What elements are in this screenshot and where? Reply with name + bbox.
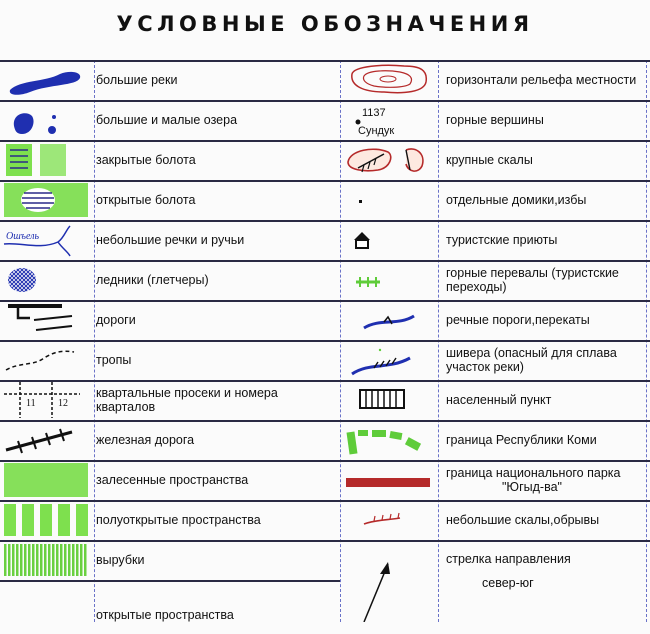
legend-label: дороги bbox=[96, 313, 136, 327]
legend-label: небольшие скалы,обрывы bbox=[446, 513, 600, 527]
legend-label: вырубки bbox=[96, 553, 145, 567]
legend-label: граница Республики Коми bbox=[446, 433, 597, 447]
legend-title: УСЛОВНЫЕ ОБОЗНАЧЕНИЯ bbox=[116, 12, 534, 36]
legend-label: крупные скалы bbox=[446, 153, 533, 167]
legend-label: туристские приюты bbox=[446, 233, 558, 247]
legend-row bbox=[0, 460, 650, 500]
legend-row bbox=[0, 260, 650, 300]
legend-row bbox=[0, 140, 650, 180]
small-cliffs-icon bbox=[344, 500, 436, 540]
legend-label: горизонтали рельефа местности bbox=[446, 73, 637, 87]
north-arrow-icon bbox=[344, 540, 436, 622]
legend-row bbox=[0, 340, 650, 380]
legend-label: открытые болота bbox=[96, 193, 196, 207]
legend-row bbox=[0, 380, 650, 420]
legend-label: горные перевалы (туристские переходы) bbox=[446, 266, 619, 294]
legend-row bbox=[0, 100, 650, 140]
legend-label bbox=[446, 540, 646, 634]
contour-lines-icon bbox=[344, 60, 436, 100]
legend-label-line1: стрелка направления bbox=[446, 552, 571, 566]
legend-label-line2: "Югыд-ва" bbox=[502, 480, 562, 494]
legend-label: квартальные просеки и номера кварталов bbox=[96, 386, 278, 414]
legend-row bbox=[0, 60, 650, 100]
legend-row bbox=[0, 500, 650, 540]
summit-icon bbox=[344, 100, 436, 140]
legend-label: речные пороги,перекаты bbox=[446, 313, 590, 327]
house-dot-icon bbox=[344, 180, 436, 220]
legend-row bbox=[0, 220, 650, 260]
legend-label: горные вершины bbox=[446, 113, 544, 127]
legend-label: небольшие речки и ручьи bbox=[96, 233, 245, 247]
komi-border-icon bbox=[344, 420, 436, 460]
rapids-icon bbox=[344, 300, 436, 340]
legend-label: открытые пространства bbox=[96, 608, 234, 622]
legend-label: залесенные пространства bbox=[96, 473, 249, 487]
park-border-icon bbox=[344, 460, 436, 500]
legend-label: закрытые болота bbox=[96, 153, 196, 167]
shelter-icon bbox=[344, 220, 436, 260]
rocks-icon bbox=[344, 140, 436, 180]
shivera-icon bbox=[344, 340, 436, 380]
quarter-number: 12 bbox=[58, 398, 68, 409]
legend-label: ледники (глетчеры) bbox=[96, 273, 209, 287]
legend-label: тропы bbox=[96, 353, 132, 367]
legend-label: большие и малые озера bbox=[96, 113, 238, 127]
legend-table bbox=[0, 60, 650, 622]
legend-label-line1: граница национального парка bbox=[446, 466, 621, 480]
legend-row bbox=[0, 180, 650, 220]
river-name-sample: Ошъель bbox=[6, 231, 40, 242]
summit-name: Сундук bbox=[358, 125, 395, 137]
summit-elevation: 1137 bbox=[362, 107, 386, 119]
legend-row bbox=[0, 300, 650, 340]
quarter-number: 11 bbox=[26, 398, 36, 409]
legend-label: большие реки bbox=[96, 73, 178, 87]
legend-label-line2: север-юг bbox=[482, 576, 534, 590]
legend-label: населенный пункт bbox=[446, 393, 552, 407]
mountain-pass-icon bbox=[344, 260, 436, 300]
legend-label: шивера (опасный для сплава участок реки) bbox=[446, 346, 617, 374]
legend-row bbox=[0, 540, 650, 622]
legend-label: отдельные домики,избы bbox=[446, 193, 587, 207]
legend-label: полуоткрытые пространства bbox=[96, 513, 261, 527]
settlement-icon bbox=[344, 380, 436, 420]
legend-label: железная дорога bbox=[96, 433, 195, 447]
legend-row bbox=[0, 420, 650, 460]
legend-label bbox=[446, 460, 646, 500]
